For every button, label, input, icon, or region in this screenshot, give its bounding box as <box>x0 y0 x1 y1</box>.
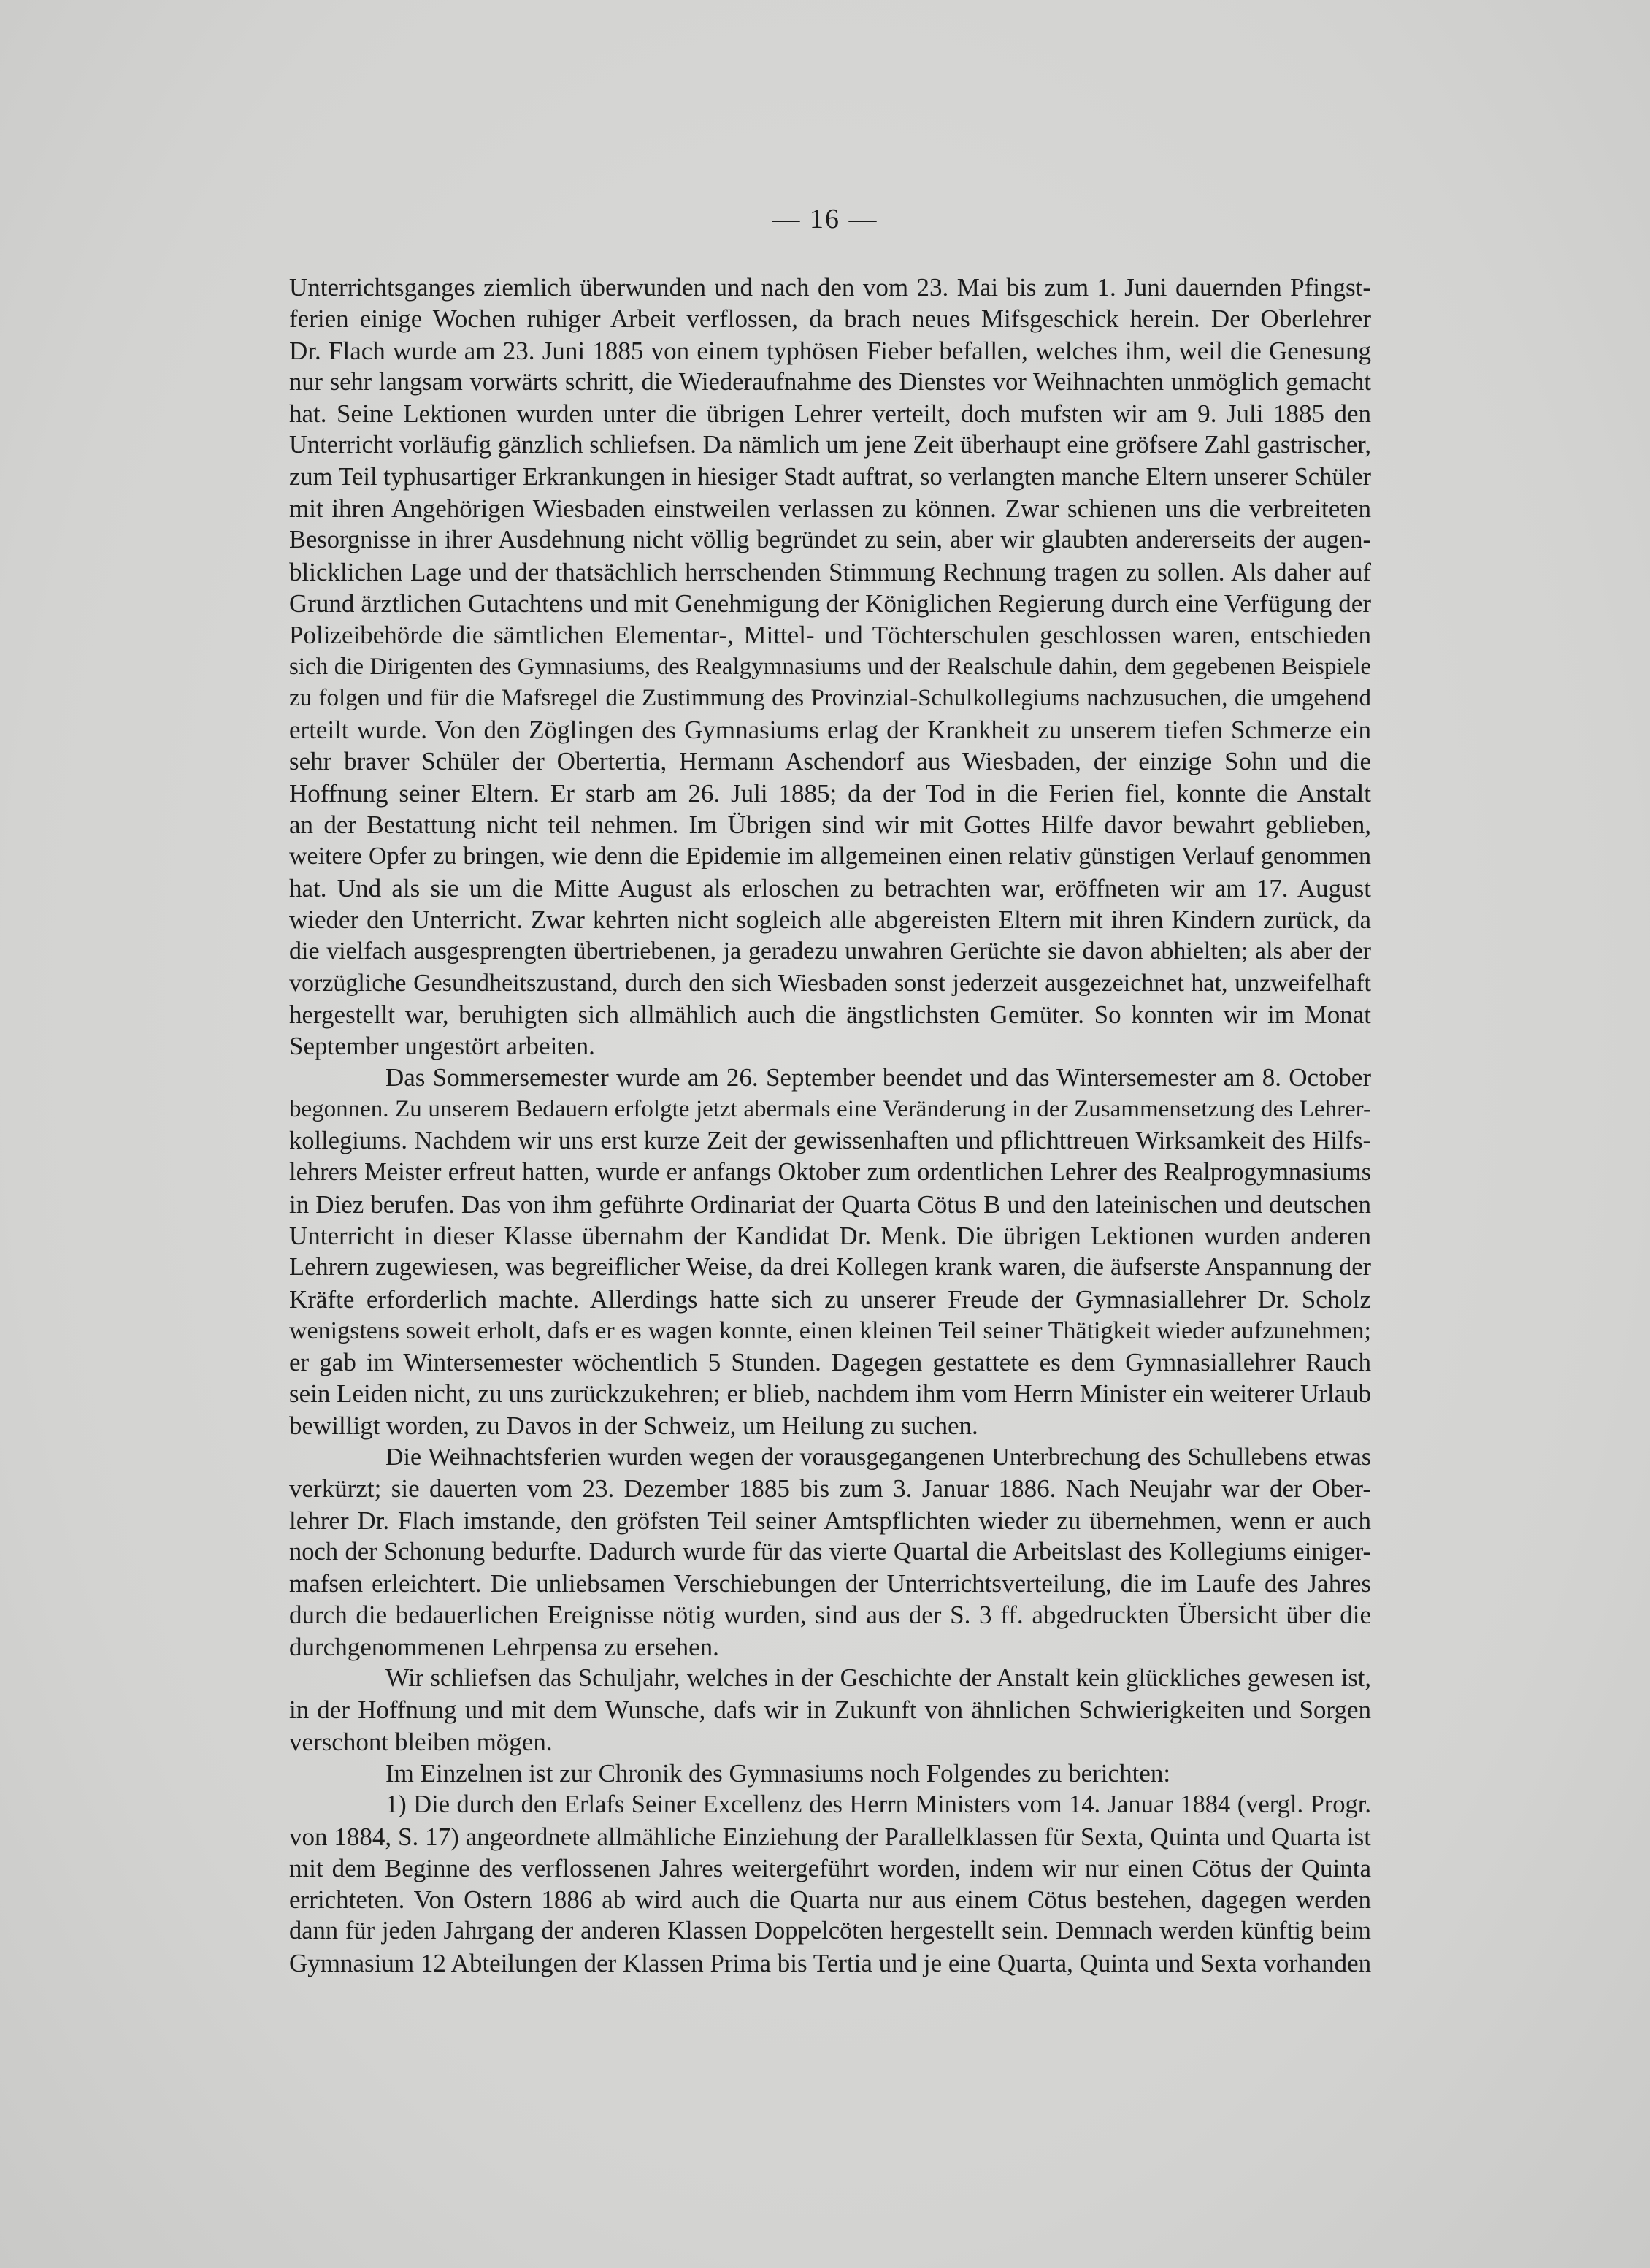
text-line: verschont bleiben mögen. <box>289 1727 553 1756</box>
text-line: zum Teil typhusartiger Erkrankungen in hiesiger Stadt auftrat, so verlangten manche Eltern unserer Schüler <box>289 462 1371 491</box>
text-line: Lehrern zugewiesen, was begreiflicher Weise, da drei Kollegen krank waren, die äufserste Anspannung der <box>289 1253 1371 1282</box>
text-line: an der Bestattung nicht teil nehmen. Im Übrigen sind wir mit Gottes Hilfe davor bewahrt geblieben, <box>289 811 1371 840</box>
text-line: blicklichen Lage und der thatsächlich herrschenden Stimmung Rechnung tragen zu sollen. Als daher auf <box>289 557 1371 586</box>
text-line: errichteten. Von Ostern 1886 ab wird auch die Quarta nur aus einem Cötus bestehen, dagegen werden <box>289 1885 1371 1915</box>
text-line: sich die Dirigenten des Gymnasiums, des Realgymnasiums und der Realschule dahin, dem gegebenen Beispiele <box>289 653 1371 680</box>
text-line: in der Hoffnung und mit dem Wunsche, dafs wir in Zukunft von ähnlichen Schwierigkeiten und Sorgen <box>289 1696 1371 1725</box>
text-line: durchgenommenen Lehrpensa zu ersehen. <box>289 1632 719 1661</box>
text-line: Polizeibehörde die sämtlichen Elementar-, Mittel- und Töchterschulen geschlossen waren, entschieden <box>289 621 1371 650</box>
text-line: 1) Die durch den Erlafs Seiner Excellenz des Herrn Ministers vom 14. Januar 1884 (vergl. Progr. <box>385 1790 1371 1819</box>
text-line: Hoffnung seiner Eltern. Er starb am 26. Juli 1885; da der Tod in die Ferien fiel, konnte die Anstalt <box>289 778 1371 808</box>
text-line: lehrers Meister erfreut hatten, wurde er anfangs Oktober zum ordentlichen Lehrer des Realprogymnasiums <box>289 1158 1371 1187</box>
text-line: durch die bedauerlichen Ereignisse nötig wurden, sind aus der S. 3 ff. abgedruckten Übersicht über die <box>289 1601 1371 1630</box>
page-number: — 16 — <box>772 204 878 234</box>
text-line: Besorgnisse in ihrer Ausdehnung nicht völlig begründet zu sein, aber wir glaubten andererseits der augen- <box>289 526 1371 554</box>
text-line: vorzügliche Gesundheitszustand, durch den sich Wiesbaden sonst jederzeit ausgezeichnet hat, unzweifelhaft <box>289 969 1371 997</box>
text-line: weitere Opfer zu bringen, wie denn die Epidemie im allgemeinen einen relativ günstigen Verlauf genommen <box>289 843 1371 870</box>
text-line: wieder den Unterricht. Zwar kehrten nicht sogleich alle abgereisten Eltern mit ihren Kindern zurück, da <box>289 905 1371 934</box>
text-line: mafsen erleichtert. Die unliebsamen Verschiebungen der Unterrichtsverteilung, die im Laufe des Jahres <box>289 1569 1371 1598</box>
text-line: Dr. Flach wurde am 23. Juni 1885 von einem typhösen Fieber befallen, welches ihm, weil die Genesung <box>289 336 1371 365</box>
text-line: erteilt wurde. Von den Zöglingen des Gymnasiums erlag der Krankheit zu unserem tiefen Schmerze ein <box>289 716 1371 745</box>
text-line: Das Sommersemester wurde am 26. September beendet und das Wintersemester am 8. October <box>385 1063 1371 1092</box>
text-line: hat. Und als sie um die Mitte August als erloschen zu betrachten war, eröffneten wir am 17. August <box>289 873 1371 903</box>
text-line: hat. Seine Lektionen wurden unter die übrigen Lehrer verteilt, doch mufsten wir am 9. Juli 1885 den <box>289 399 1371 429</box>
text-line: sehr braver Schüler der Obertertia, Hermann Aschendorf aus Wiesbaden, der einzige Sohn und die <box>289 747 1371 776</box>
text-line: Unterricht vorläufig gänzlich schliefsen. Da nämlich um jene Zeit überhaupt eine gröfsere Zahl gastrischer, <box>289 431 1371 459</box>
text-line: dann für jeden Jahrgang der anderen Klassen Doppelcöten hergestellt sein. Demnach werden künftig beim <box>289 1917 1371 1945</box>
text-line: die vielfach ausgesprengten übertriebenen, ja geradezu unwahren Gerüchte sie davon abhielten; als aber der <box>289 938 1371 965</box>
text-line: in Diez berufen. Das von ihm geführte Ordinariat der Quarta Cötus B und den lateinischen und deutschen <box>289 1189 1371 1219</box>
text-line: Die Weihnachtsferien wurden wegen der vorausgegangenen Unterbrechung des Schullebens etwas <box>385 1443 1371 1471</box>
text-line: mit dem Beginne des verflossenen Jahres weitergeführt worden, indem wir nur einen Cötus der Quinta <box>289 1853 1371 1882</box>
text-line: mit ihren Angehörigen Wiesbaden einstweilen verlassen zu können. Zwar schienen uns die verbreiteten <box>289 494 1371 524</box>
text-line: zu folgen und für die Mafsregel die Zustimmung des Provinzial-Schulkollegiums nachzusuchen, die umgehend <box>289 684 1371 711</box>
text-line: Unterrichtsganges ziemlich überwunden und nach den vom 23. Mai bis zum 1. Juni dauernden Pfingst- <box>289 273 1371 302</box>
text-line: noch der Schonung bedurfte. Dadurch wurde für das vierte Quartal die Arbeitslast des Kollegiums einiger- <box>289 1537 1371 1566</box>
text-line: kollegiums. Nachdem wir uns erst kurze Zeit der gewissenhaften und pflichttreuen Wirksamkeit des Hilfs- <box>289 1127 1371 1155</box>
text-line: verkürzt; sie dauerten vom 23. Dezember 1885 bis zum 3. Januar 1886. Nach Neujahr war der Ober- <box>289 1474 1371 1503</box>
text-line: hergestellt war, beruhigten sich allmählich auch die ängstlichsten Gemüter. So konnten wir im Monat <box>289 1000 1371 1029</box>
text-line: begonnen. Zu unserem Bedauern erfolgte jetzt abermals eine Veränderung in der Zusammensetzung des Lehrer- <box>289 1095 1371 1122</box>
text-line: September ungestört arbeiten. <box>289 1032 595 1061</box>
text-line: er gab im Wintersemester wöchentlich 5 Stunden. Dagegen gestattete es dem Gymnasiallehrer Rauch <box>289 1348 1371 1377</box>
text-line: bewilligt worden, zu Davos in der Schweiz, um Heilung zu suchen. <box>289 1411 978 1440</box>
text-line: lehrer Dr. Flach imstande, den gröfsten Teil seiner Amtspflichten wieder zu übernehmen, wenn er auch <box>289 1506 1371 1535</box>
text-line: Unterricht in dieser Klasse übernahm der Kandidat Dr. Menk. Die übrigen Lektionen wurden anderen <box>289 1221 1371 1250</box>
text-line: nur sehr langsam vorwärts schritt, die Wiederaufnahme des Dienstes vor Weihnachten unmöglich gemacht <box>289 367 1371 396</box>
text-line: von 1884, S. 17) angeordnete allmähliche Einziehung der Parallelklassen für Sexta, Quinta und Quarta ist <box>289 1822 1371 1851</box>
text-line: sein Leiden nicht, zu uns zurückzukehren; er blieb, nachdem ihm vom Herrn Minister ein weiterer Urlaub <box>289 1379 1371 1409</box>
text-line: Gymnasium 12 Abteilungen der Klassen Prima bis Tertia und je eine Quarta, Quinta und Sexta vorhanden <box>289 1948 1371 1977</box>
text-line: Kräfte erforderlich machte. Allerdings hatte sich zu unserer Freude der Gymnasiallehrer Dr. Scholz <box>289 1284 1371 1314</box>
text-line: ferien einige Wochen ruhiger Arbeit verflossen, da brach neues Mifsgeschick herein. Der Oberlehrer <box>289 304 1371 334</box>
text-line: Grund ärztlichen Gutachtens und mit Genehmigung der Königlichen Regierung durch eine Verfügung der <box>289 589 1371 618</box>
text-line: Im Einzelnen ist zur Chronik des Gymnasiums noch Folgendes zu berichten: <box>385 1758 1171 1788</box>
text-line: Wir schliefsen das Schuljahr, welches in der Geschichte der Anstalt kein glückliches gewesen ist, <box>385 1664 1371 1693</box>
body-text <box>289 272 1371 1979</box>
text-line: wenigstens soweit erholt, dafs er es wagen konnte, einen kleinen Teil seiner Thätigkeit wieder aufzunehmen; <box>289 1317 1371 1344</box>
